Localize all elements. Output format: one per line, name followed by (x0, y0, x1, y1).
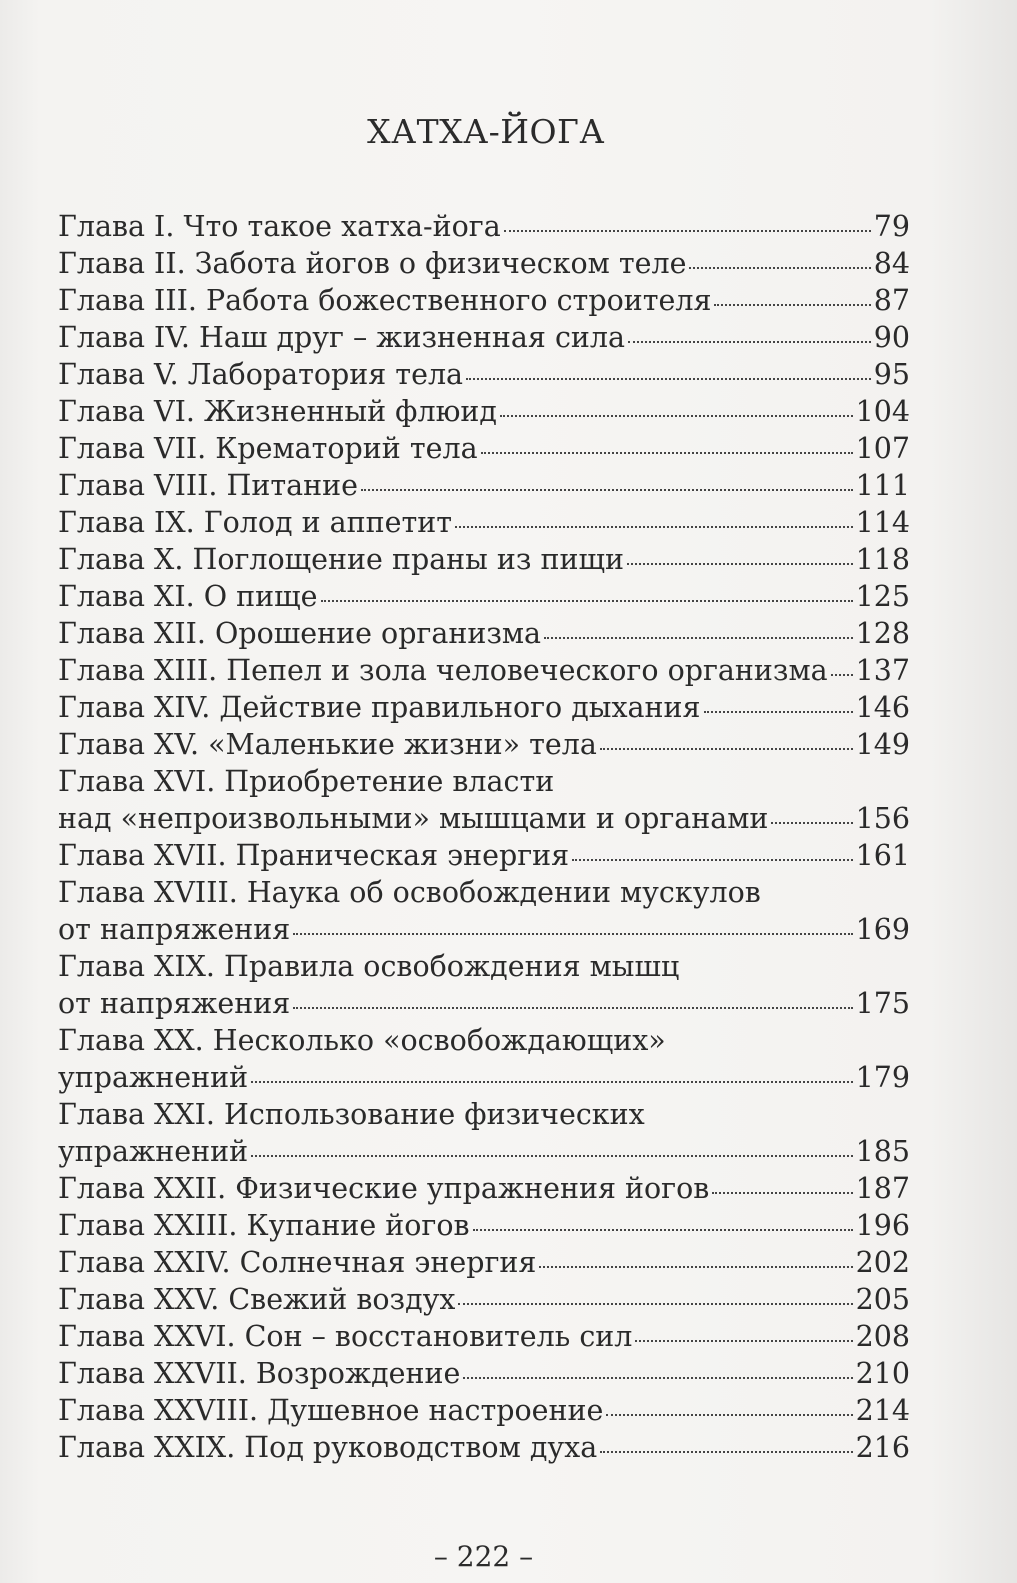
toc-entry (58, 689, 910, 726)
dot-leader (251, 1081, 853, 1083)
toc-entry-line (58, 1281, 910, 1318)
chapter-title: Глава XXIX. Под руководством духа (58, 1431, 598, 1464)
chapter-title: Глава X. Поглощение праны из пищи (58, 543, 625, 576)
chapter-title: Глава XIII. Пепел и зола человеческого организма (58, 654, 828, 687)
chapter-title: Глава V. Лаборатория тела (58, 358, 464, 391)
dot-leader (635, 1340, 852, 1342)
dot-leader (293, 1007, 852, 1009)
toc-entry (58, 615, 910, 652)
chapter-title: Глава XIX. Правила освобождения мышц (58, 950, 680, 983)
chapter-title: Глава I. Что такое хатха-йога (58, 210, 501, 243)
toc-entry-line (58, 911, 910, 948)
toc-entry (58, 467, 910, 504)
dot-leader (504, 230, 871, 232)
toc-entry-line (58, 800, 910, 837)
chapter-page-number: 146 (855, 691, 910, 724)
toc-entry (58, 837, 910, 874)
dot-leader (704, 711, 853, 713)
chapter-page-number: 156 (855, 802, 910, 835)
toc-entry (58, 874, 910, 948)
toc-entry-line (58, 615, 910, 652)
toc-entry-line (58, 985, 910, 1022)
chapter-page-number: 149 (855, 728, 910, 761)
chapter-title: Глава XIV. Действие правильного дыхания (58, 691, 701, 724)
chapter-page-number: 107 (855, 432, 910, 465)
chapter-page-number: 187 (855, 1172, 910, 1205)
dot-leader (361, 489, 853, 491)
chapter-page-number: 111 (855, 469, 910, 502)
chapter-page-number: 196 (855, 1209, 910, 1242)
chapter-page-number: 84 (873, 247, 910, 280)
chapter-title: Глава VII. Крематорий тела (58, 432, 478, 465)
chapter-title: Глава XXVII. Возрождение (58, 1357, 461, 1390)
table-of-contents (58, 208, 910, 1466)
toc-entry-line (58, 1429, 910, 1466)
chapter-page-number: 175 (855, 987, 910, 1020)
dot-leader (466, 378, 871, 380)
chapter-page-number: 128 (855, 617, 910, 650)
toc-entry (58, 1355, 910, 1392)
chapter-page-number: 210 (855, 1357, 910, 1390)
chapter-title: Глава III. Работа божественного строителя (58, 284, 712, 317)
chapter-title: Глава XXIII. Купание йогов (58, 1209, 470, 1242)
chapter-page-number: 95 (873, 358, 910, 391)
chapter-page-number: 179 (855, 1061, 910, 1094)
toc-entry-line (58, 1059, 910, 1096)
toc-entry (58, 1392, 910, 1429)
dot-leader (455, 526, 853, 528)
dot-leader (539, 1266, 852, 1268)
chapter-title: Глава XV. «Маленькие жизни» тела (58, 728, 597, 761)
toc-entry (58, 1170, 910, 1207)
chapter-page-number: 185 (855, 1135, 910, 1168)
chapter-page-number: 169 (855, 913, 910, 946)
chapter-title: Глава XXV. Свежий воздух (58, 1283, 456, 1316)
toc-entry-line (58, 837, 910, 874)
toc-entry-line (58, 689, 910, 726)
chapter-title: Глава XXII. Физические упражнения йогов (58, 1172, 710, 1205)
toc-entry (58, 245, 910, 282)
chapter-title: Глава IV. Наш друг – жизненная сила (58, 321, 625, 354)
dot-leader (606, 1414, 852, 1416)
chapter-title: упражнений (58, 1061, 249, 1094)
chapter-page-number: 118 (855, 543, 910, 576)
toc-entry-line (58, 578, 910, 615)
toc-entry (58, 430, 910, 467)
chapter-title: Глава XX. Несколько «освобождающих» (58, 1024, 666, 1057)
toc-entry (58, 282, 910, 319)
dot-leader (572, 859, 852, 861)
chapter-title: Глава XXVI. Сон – восстановитель сил (58, 1320, 633, 1353)
dot-leader (500, 415, 853, 417)
chapter-title: над «непроизвольными» мышцами и органами (58, 802, 769, 835)
dot-leader (481, 452, 853, 454)
chapter-title: Глава XI. О пище (58, 580, 318, 613)
toc-entry-line (58, 1392, 910, 1429)
toc-entry (58, 948, 910, 1022)
toc-entry (58, 1318, 910, 1355)
toc-entry (58, 356, 910, 393)
chapter-title: от напряжения (58, 987, 291, 1020)
toc-entry (58, 763, 910, 837)
chapter-page-number: 216 (855, 1431, 910, 1464)
toc-entry-line (58, 467, 910, 504)
chapter-page-number: 125 (855, 580, 910, 613)
chapter-page-number: 114 (855, 506, 910, 539)
toc-entry (58, 1429, 910, 1466)
toc-entry (58, 319, 910, 356)
chapter-page-number: 104 (855, 395, 910, 428)
chapter-title: Глава XXIV. Солнечная энергия (58, 1246, 537, 1279)
toc-entry-line (58, 430, 910, 467)
toc-entry (58, 652, 910, 689)
chapter-title: Глава XVII. Праническая энергия (58, 839, 570, 872)
dot-leader (321, 600, 853, 602)
toc-entry-line (58, 282, 910, 319)
toc-entry-line (58, 874, 910, 911)
toc-entry (58, 1207, 910, 1244)
dot-leader (628, 341, 871, 343)
toc-entry (58, 393, 910, 430)
toc-entry-line (58, 1170, 910, 1207)
chapter-title: Глава II. Забота йогов о физическом теле (58, 247, 687, 280)
chapter-page-number: 202 (855, 1246, 910, 1279)
chapter-title: Глава XII. Орошение организма (58, 617, 542, 650)
chapter-page-number: 79 (873, 210, 910, 243)
chapter-page-number: 137 (855, 654, 910, 687)
dot-leader (712, 1192, 852, 1194)
chapter-title: Глава VI. Жизненный флюид (58, 395, 497, 428)
toc-entry-line (58, 726, 910, 763)
toc-entry-line (58, 1355, 910, 1392)
chapter-title: Глава XXVIII. Душевное настроение (58, 1394, 604, 1427)
chapter-page-number: 205 (855, 1283, 910, 1316)
toc-entry-line (58, 208, 910, 245)
toc-entry-line (58, 245, 910, 282)
toc-entry-line (58, 1207, 910, 1244)
toc-entry (58, 504, 910, 541)
toc-entry (58, 578, 910, 615)
toc-entry (58, 1096, 910, 1170)
dot-leader (771, 822, 852, 824)
chapter-page-number: 208 (855, 1320, 910, 1353)
toc-entry (58, 1022, 910, 1096)
chapter-title: Глава XVIII. Наука об освобождении мускулов (58, 876, 761, 909)
toc-entry (58, 726, 910, 763)
toc-entry-line (58, 652, 910, 689)
dot-leader (600, 748, 853, 750)
toc-entry-line (58, 1244, 910, 1281)
chapter-title: Глава XXI. Использование физических (58, 1098, 645, 1131)
toc-entry-line (58, 541, 910, 578)
chapter-page-number: 161 (855, 839, 910, 872)
dot-leader (463, 1377, 852, 1379)
toc-entry-line (58, 393, 910, 430)
toc-entry (58, 541, 910, 578)
dot-leader (251, 1155, 853, 1157)
dot-leader (293, 933, 852, 935)
dot-leader (458, 1303, 852, 1305)
chapter-title: Глава XVI. Приобретение власти (58, 765, 555, 798)
dot-leader (627, 563, 853, 565)
chapter-title: Глава VIII. Питание (58, 469, 359, 502)
chapter-page-number: 87 (873, 284, 910, 317)
page-number: – 222 – (433, 1540, 534, 1573)
toc-entry-line (58, 1022, 910, 1059)
toc-entry-line (58, 504, 910, 541)
toc-entry (58, 1244, 910, 1281)
toc-entry-line (58, 319, 910, 356)
chapter-page-number: 214 (855, 1394, 910, 1427)
section-title: ХАТХА-ЙОГА (367, 112, 605, 151)
toc-entry-line (58, 763, 910, 800)
chapter-title: упражнений (58, 1135, 249, 1168)
chapter-title: Глава IX. Голод и аппетит (58, 506, 453, 539)
toc-entry (58, 1281, 910, 1318)
toc-entry-line (58, 1318, 910, 1355)
dot-leader (600, 1451, 852, 1453)
chapter-title: от напряжения (58, 913, 291, 946)
toc-entry-line (58, 356, 910, 393)
chapter-page-number: 90 (873, 321, 910, 354)
dot-leader (689, 267, 870, 269)
dot-leader (714, 304, 870, 306)
dot-leader (473, 1229, 853, 1231)
toc-entry (58, 208, 910, 245)
dot-leader (831, 674, 853, 676)
toc-entry-line (58, 1096, 910, 1133)
toc-entry-line (58, 948, 910, 985)
dot-leader (544, 637, 853, 639)
toc-entry-line (58, 1133, 910, 1170)
